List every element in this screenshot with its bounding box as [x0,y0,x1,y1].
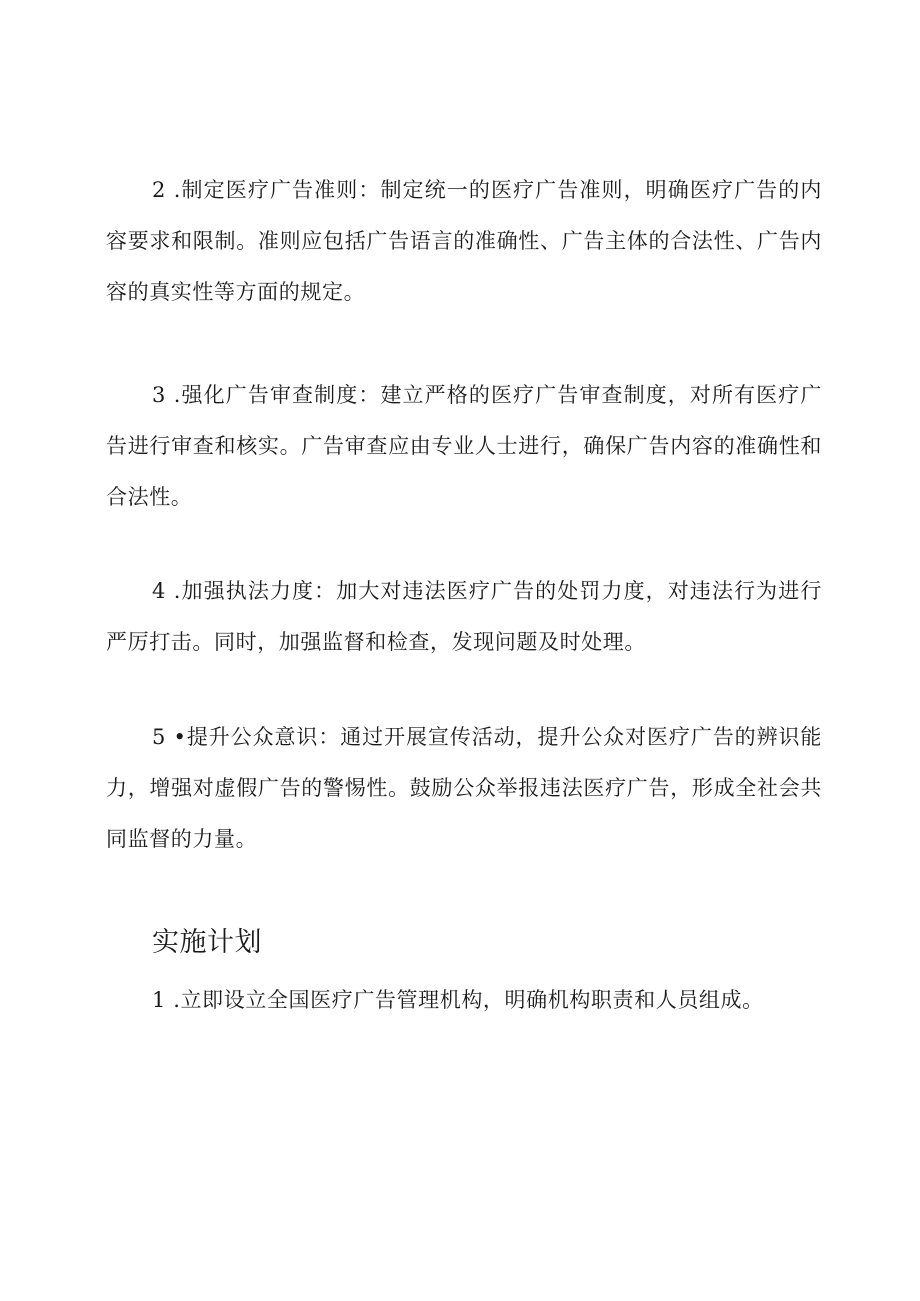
item-text: 提升公众意识：通过开展宣传活动，提升公众对医疗广告的辨识能力，增强对虚假广告的警惕性。鼓励公众举报违法医疗广告，形成全社会共同监督的力量。 [106,725,822,851]
item-text: 加强执法力度：加大对违法医疗广告的处罚力度，对违法行为进行严厉打击。同时，加强监督和检查，发现问题及时处理。 [106,579,822,654]
plan-item-1 [152,975,832,1026]
item-number: 5 [152,725,166,749]
item-number: 3 [152,383,166,407]
measure-paragraph-3 [106,370,822,523]
item-separator: . [165,988,181,1012]
item-separator: . [165,579,182,603]
measure-paragraph-5 [106,712,822,865]
item-text: 立即设立全国医疗广告管理机构，明确机构职责和人员组成。 [180,988,764,1012]
item-separator: • [165,725,187,749]
item-number: 4 [152,579,166,603]
measure-paragraph-4 [106,566,822,668]
section-heading: 实施计划 [152,927,262,958]
item-text: 制定医疗广告准则：制定统一的医疗广告准则，明确医疗广告的内容要求和限制。准则应包括广告语言的准确性、广告主体的合法性、广告内容的真实性等方面的规定。 [106,178,822,304]
item-number: 1 [152,988,166,1012]
item-text: 强化广告审查制度：建立严格的医疗广告审查制度，对所有医疗广告进行审查和核实。广告审查应由专业人士进行，确保广告内容的准确性和合法性。 [106,383,822,509]
item-separator: . [165,178,182,202]
measure-paragraph-2 [106,165,822,318]
item-separator: . [165,383,182,407]
item-number: 2 [152,178,166,202]
